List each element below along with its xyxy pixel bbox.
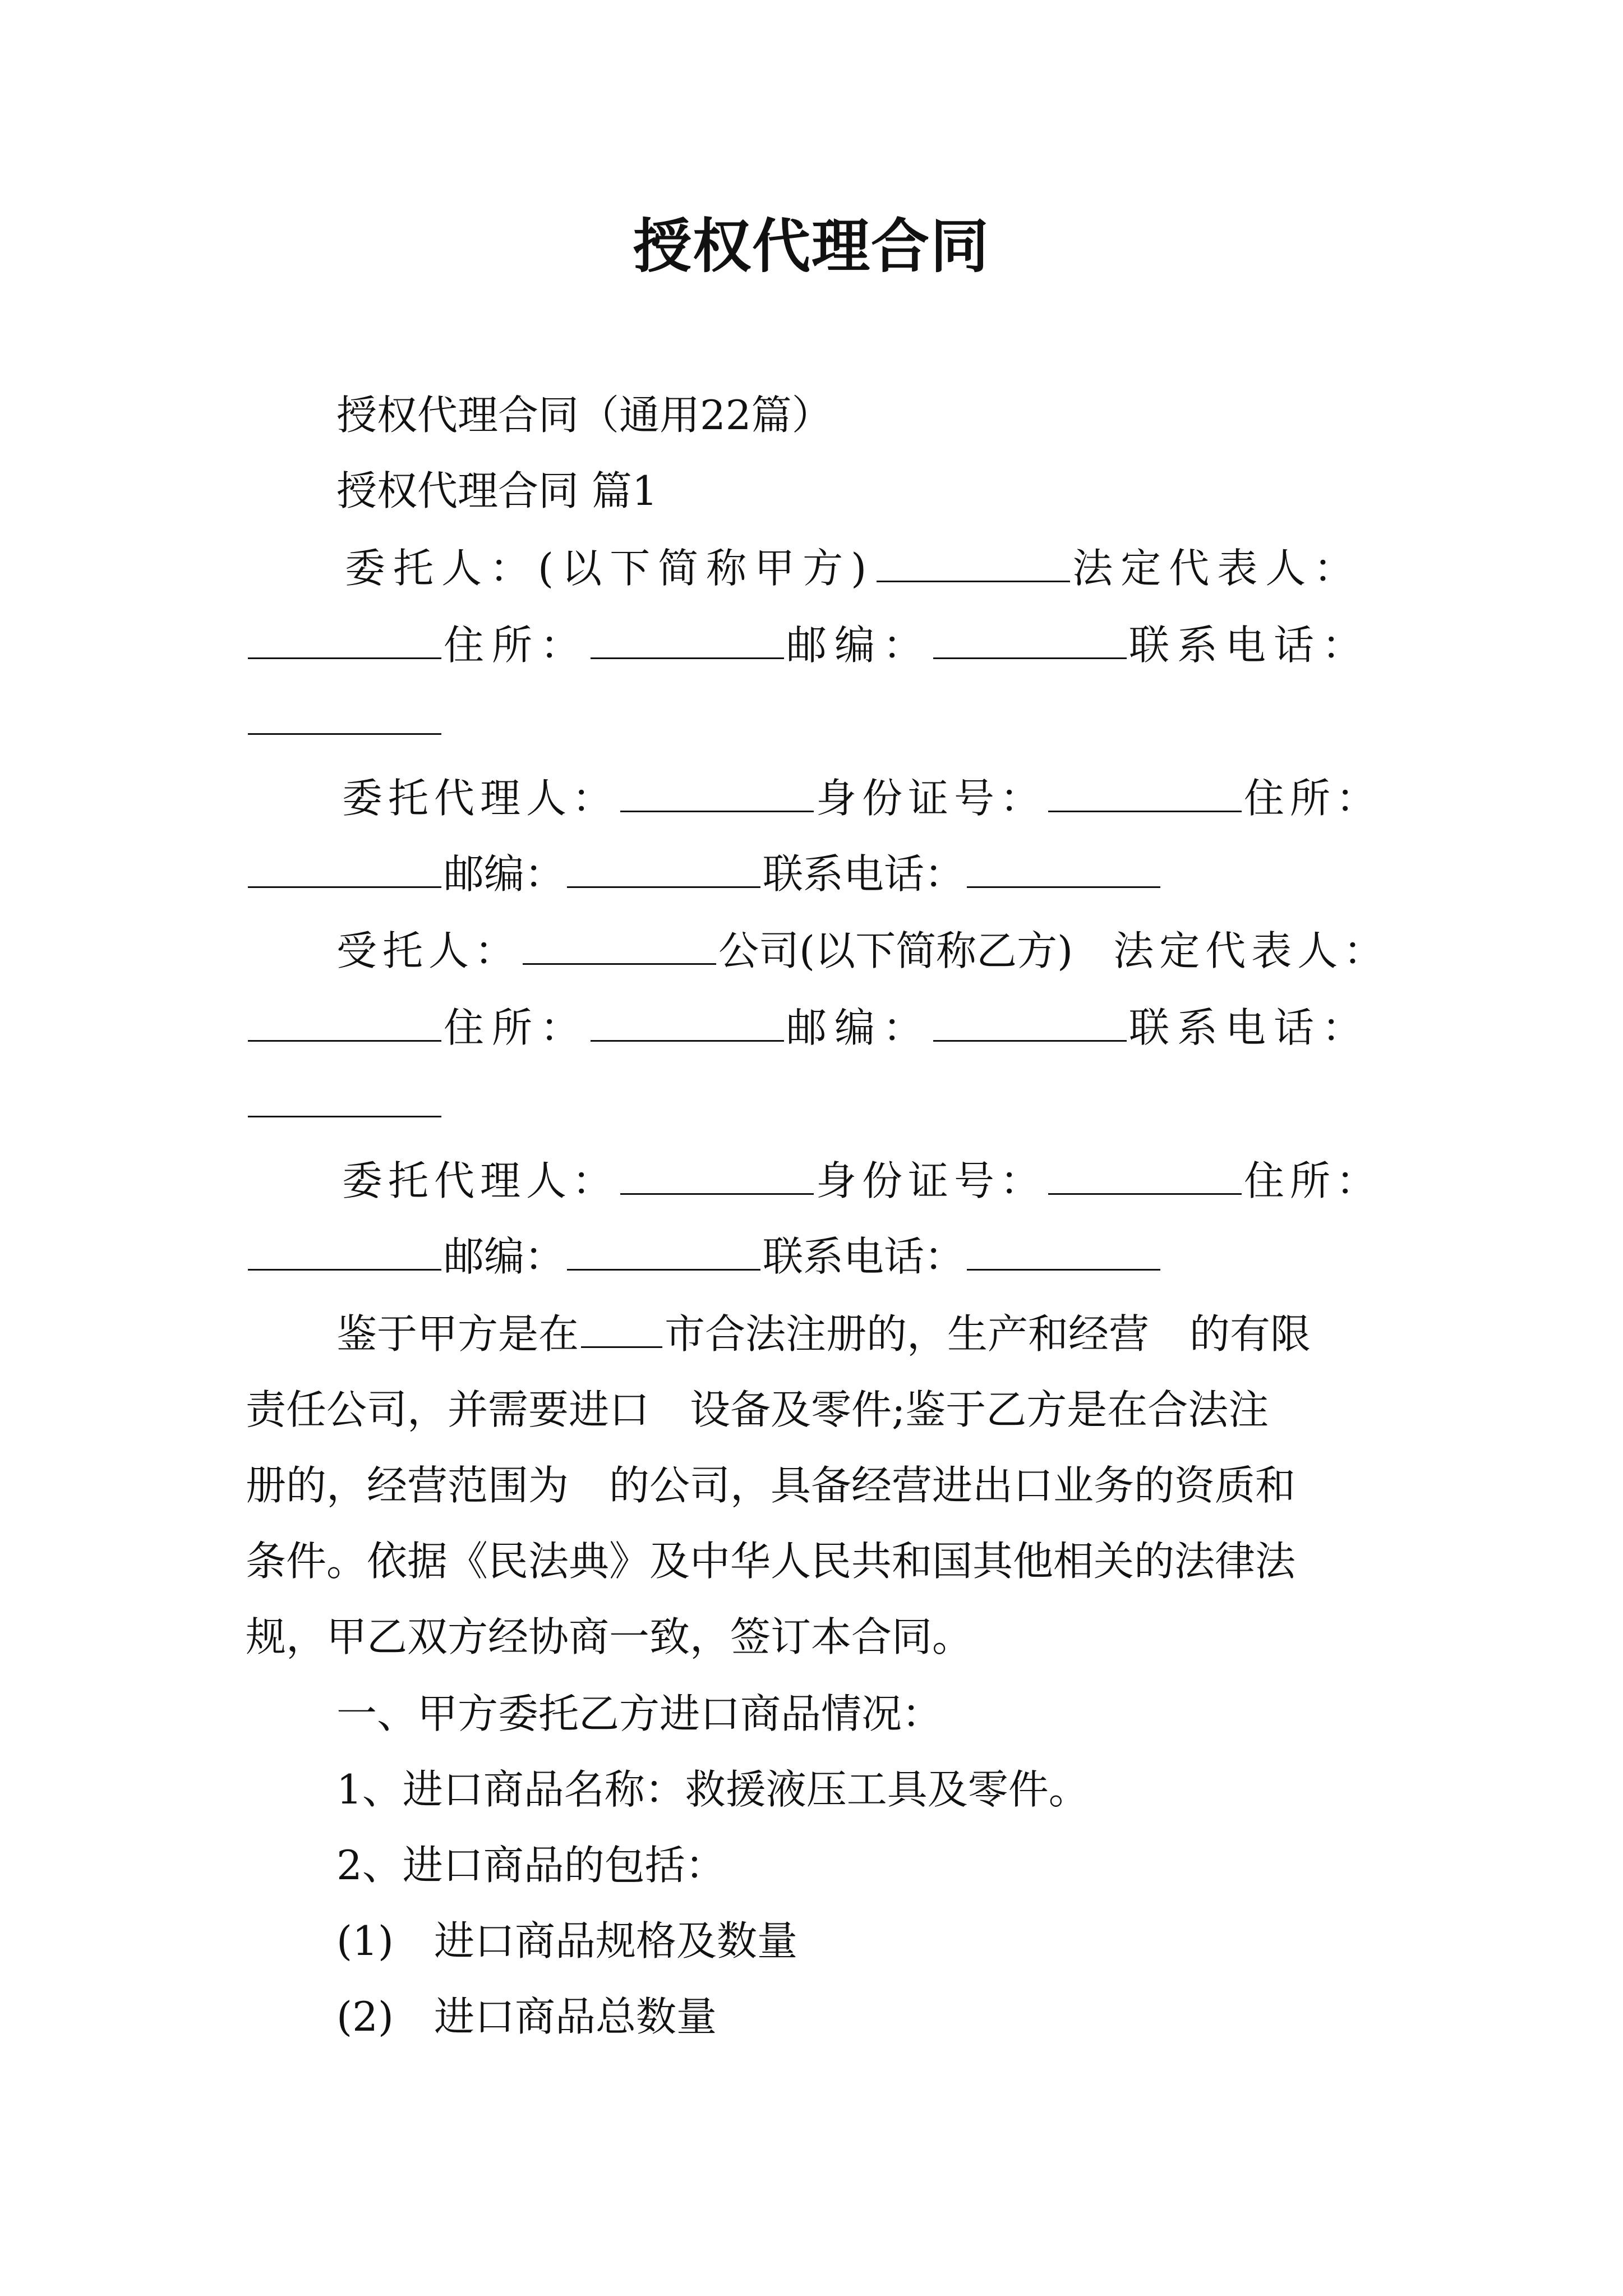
principal-line-2	[246, 620, 1370, 670]
trustee-agent-address-blank	[248, 1236, 441, 1271]
principal-agent-address-blank	[248, 854, 441, 888]
principal-line-1	[345, 543, 1362, 593]
principal-agent-postcode-blank	[567, 854, 760, 888]
trustee-agent-name-blank	[620, 1161, 814, 1195]
trustee-line-2	[246, 1002, 1370, 1053]
preamble-text: 设备及零件;鉴于乙方是在合法注	[690, 1386, 1269, 1433]
principal-agent-postcode-label: 邮编：	[444, 850, 565, 898]
trustee-line-3	[246, 1078, 444, 1129]
trustee-agent-postcode-label: 邮编：	[444, 1233, 565, 1280]
trustee-label: 受托人：	[336, 927, 521, 974]
principal-line-3	[246, 696, 444, 746]
document-subtitle: 授权代理合同（通用22篇）	[336, 392, 832, 439]
clause-subitem-number: (2)	[336, 1993, 394, 2040]
trustee-agent-phone-blank	[967, 1236, 1160, 1271]
principal-agent-line-2	[246, 849, 1163, 899]
principal-agent-id-blank	[1048, 778, 1242, 812]
trustee-agent-line-2	[246, 1231, 1163, 1282]
clause-subitem-1	[336, 1916, 797, 1966]
principal-legal-rep-label: 法定代表人：	[1072, 545, 1362, 592]
clause-subitem-2	[336, 1991, 717, 2042]
preamble-text: 的有限	[1189, 1310, 1311, 1358]
preamble-line-1	[336, 1309, 1311, 1359]
trustee-agent-id-blank	[1048, 1161, 1242, 1195]
trustee-agent-id-label: 身份证号：	[816, 1157, 1046, 1204]
trustee-agent-label: 委托代理人：	[342, 1157, 619, 1204]
trustee-address-label: 住所：	[444, 1004, 589, 1051]
principal-postcode-label: 邮编：	[786, 622, 932, 669]
trustee-legal-rep-blank	[248, 1007, 441, 1042]
trustee-postcode-blank	[933, 1007, 1127, 1042]
clause-subitem-text: 进口商品总数量	[434, 1993, 717, 2040]
principal-agent-name-blank	[620, 778, 814, 812]
trustee-agent-phone-label: 联系电话：	[763, 1233, 965, 1280]
principal-phone-label: 联系电话：	[1129, 622, 1371, 669]
preamble-text: 市合法注册的，生产和经营	[665, 1310, 1150, 1358]
trustee-agent-line-1	[342, 1156, 1382, 1206]
trustee-agent-address-label: 住所：	[1244, 1157, 1382, 1204]
preamble-text: 册的，经营范围为	[246, 1462, 569, 1509]
document-title: 授权代理合同	[633, 212, 990, 280]
trustee-line-1	[336, 926, 1389, 976]
preamble-line-3	[246, 1460, 1295, 1511]
trustee-postcode-label: 邮编：	[786, 1004, 932, 1051]
preamble-text: 责任公司，并需要进口	[246, 1386, 650, 1433]
principal-address-blank	[591, 625, 784, 659]
principal-agent-address-label: 住所：	[1244, 775, 1382, 822]
trustee-address-blank	[591, 1007, 784, 1042]
preamble-line-2	[246, 1384, 1269, 1435]
principal-agent-phone-blank	[967, 854, 1160, 888]
trustee-legal-rep-label: 法定代表人：	[1113, 927, 1390, 974]
principal-name-blank	[877, 548, 1070, 582]
clause-item-2: 2、进口商品的包括：	[336, 1842, 726, 1889]
principal-phone-blank	[248, 701, 441, 735]
preamble-city-blank	[581, 1314, 662, 1348]
clause-item-1: 1、进口商品名称：救援液压工具及零件。	[336, 1766, 1089, 1813]
preamble-line-4: 条件。依据《民法典》及中华人民共和国其他相关的法律法	[246, 1538, 1296, 1585]
preamble-text: 的公司，具备经营进出口业务的资质和	[609, 1462, 1296, 1509]
principal-agent-label: 委托代理人：	[342, 775, 619, 822]
trustee-agent-postcode-blank	[567, 1236, 760, 1271]
trustee-phone-label: 联系电话：	[1129, 1004, 1371, 1051]
preamble-text: 鉴于甲方是在	[336, 1310, 579, 1358]
trustee-name-blank	[523, 931, 716, 965]
principal-address-label: 住所：	[444, 622, 589, 669]
trustee-company-label: 公司(以下简称乙方)	[718, 927, 1073, 974]
principal-label: 委托人：(以下简称甲方)	[345, 545, 875, 592]
principal-agent-phone-label: 联系电话：	[763, 850, 965, 898]
preamble-line-5: 规，甲乙双方经协商一致，签订本合同。	[246, 1613, 973, 1660]
clause-heading-1: 一、甲方委托乙方进口商品情况：	[336, 1690, 943, 1737]
principal-legal-rep-blank	[248, 625, 441, 659]
clause-subitem-number: (1)	[336, 1917, 394, 1964]
principal-postcode-blank	[933, 625, 1127, 659]
principal-agent-line-1	[342, 773, 1382, 823]
section-heading: 授权代理合同 篇1	[336, 467, 658, 514]
clause-subitem-text: 进口商品规格及数量	[434, 1917, 798, 1964]
principal-agent-id-label: 身份证号：	[816, 775, 1046, 822]
trustee-phone-blank	[248, 1083, 441, 1117]
